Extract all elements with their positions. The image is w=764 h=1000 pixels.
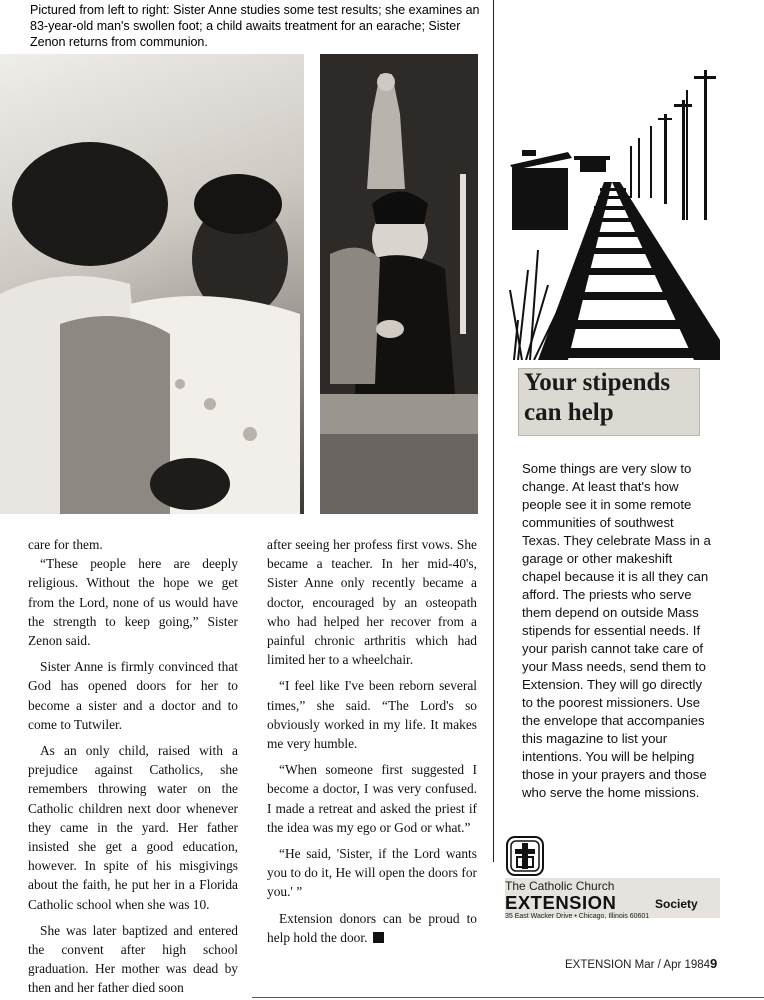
- org-address: 35 East Wacker Drive • Chicago, Illinois 60601: [505, 913, 650, 920]
- extension-logo-icon: [505, 835, 545, 877]
- column-divider: [493, 0, 494, 862]
- paragraph: Sister Anne is firmly convinced that God has opened doors for her to become a sister and a doctor and to come to Tutwiler.: [28, 659, 238, 732]
- sidebar-headline: [524, 368, 670, 428]
- paragraph: “I feel like I've been reborn several times,” she said. “The Lord's so obviously worked in my life. It makes me very humble.: [267, 678, 477, 752]
- headline-line-2: can help: [524, 399, 614, 426]
- railroad-illustration: [508, 70, 720, 360]
- headline-line-1: Your stipends: [524, 369, 671, 396]
- paragraph: “When someone first suggested I become a doctor, I was very confused. I made a retreat and asked the priest if the idea was my ego or God or what.”: [267, 762, 477, 835]
- footer-folio: EXTENSION Mar / Apr 1984: [565, 959, 711, 971]
- end-mark-icon: [373, 932, 384, 943]
- page-number: 9: [710, 956, 718, 971]
- paragraph: “He said, 'Sister, if the Lord wants you to do it, He will open the doors for you.' ”: [267, 846, 477, 900]
- paragraph: “These people here are deeply religious. Without the hope we get from the Lord, none of us would have the strength to keep going,” Sister Zenon said.: [28, 556, 238, 649]
- article-column-1: [28, 535, 238, 998]
- org-name-line1: The Catholic Church: [505, 879, 615, 893]
- paragraph: care for them.: [28, 537, 103, 552]
- org-name-society: Society: [655, 897, 698, 911]
- sidebar-body: Some things are very slow to change. At least that's how people see it in some remote communities of southwest Texas. They celebrate Mass in a garage or other makeshift chapel because it is all they can afford. The priests who serve them depend on outside Mass stipends for essential needs. If your parish cannot take care of your Mass needs, send them to Extension. They will go directly to the poorest missioners. Use the envelope that accompanies this magazine to list your intentions. You will be helping those in your prayers and those who serve the home missions.: [522, 461, 711, 800]
- photo-caption: Pictured from left to right: Sister Anne studies some test results; she examines an 83-year-old man's swollen foot; a child awaits treatment for an earache; Sister Zenon returns from communion.: [30, 3, 480, 49]
- paragraph: She was later baptized and entered the convent after high school graduation. Her mother was dead by then and her father died soon: [28, 922, 238, 996]
- paragraph: after seeing her profess first vows. She became a teacher. In her mid-40's, Sister Anne only recently became a doctor, encouraged by an osteopath who had helped her recover from a painful chronic arthritis which had limited her to a wheelchair.: [267, 537, 477, 668]
- article-column-2: [267, 535, 477, 947]
- paragraph: As an only child, raised with a prejudice against Catholics, she remembers throwing water on the Catholic children next door whenever they came in the yard. Her father insisted she get a good education, however. In spite of his misgivings about the faith, he put her in a Florida Catholic school when she was 10.: [28, 743, 238, 912]
- footer-rule: [252, 997, 764, 998]
- photo-mother-and-child: [0, 54, 304, 514]
- paragraph-closing: [267, 909, 477, 947]
- closing-text: Extension donors can be proud to help hold the door.: [267, 910, 477, 945]
- photo-sisters-communion: [320, 54, 478, 514]
- org-name-extension: EXTENSION: [505, 892, 617, 913]
